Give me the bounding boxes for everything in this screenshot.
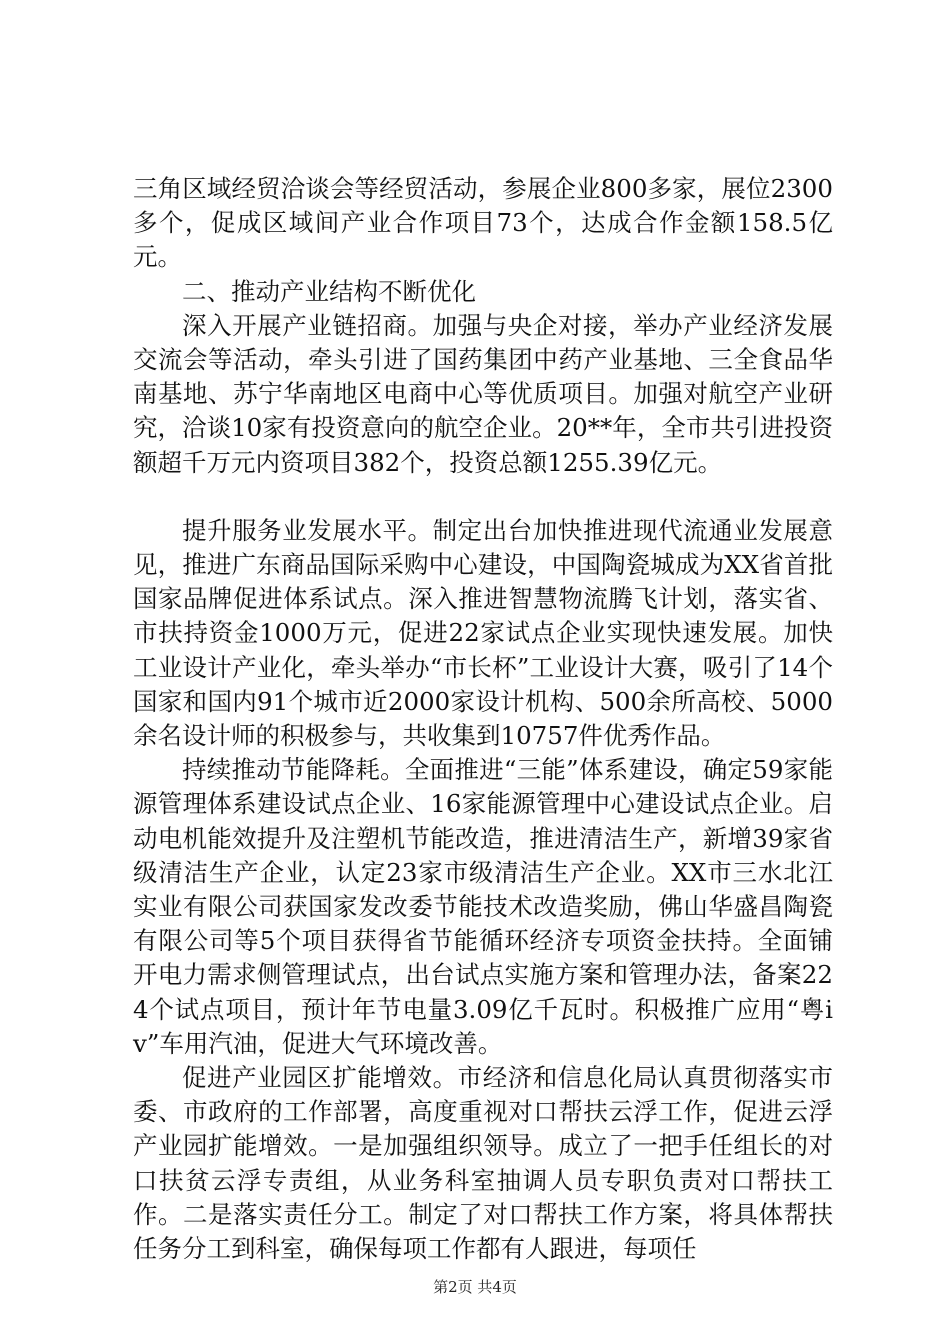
section-heading: 二、推动产业结构不断优化 [182, 276, 476, 306]
page-number-footer: 第2页 共4页 [433, 1278, 517, 1296]
paragraph-industrial-park: 促进产业园区扩能增效。市经济和信息化局认真贯彻落实市委、市政府的工作部署，高度重视对口帮扶云浮工作，促进云浮产业园扩能增效。一是加强组织领导。成立了一把手任组长的对口扶贫云浮专责组，从业务科室抽调人员专职负责对口帮扶工作。二是落实责任分工。制定了对口帮扶工作方案，将具体帮扶任务分工到科室，确保每项工作都有人跟进，每项任 [133, 1063, 833, 1264]
paragraph-service-industry: 提升服务业发展水平。制定出台加快推进现代流通业发展意见，推进广东商品国际采购中心建设，中国陶瓷城成为XX省首批国家品牌促进体系试点。深入推进智慧物流腾飞计划，落实省、市扶持资金1000万元，促进22家试点企业实现快速发展。加快工业设计产业化，牵头举办“市长杯”工业设计大赛，吸引了14个国家和国内91个城市近2000家设计机构、500余所高校、5000余名设计师的积极参与，共收集到10757件优秀作品。 [133, 515, 833, 751]
document-body [133, 172, 833, 1266]
paragraph-continuation: 三角区域经贸洽谈会等经贸活动，参展企业800多家，展位2300多个，促成区域间产业合作项目73个，达成合作金额158.5亿元。 [133, 174, 833, 272]
paragraph-industry-chain: 深入开展产业链招商。加强与央企对接，举办产业经济发展交流会等活动，牵头引进了国药集团中药产业基地、三全食品华南基地、苏宁华南地区电商中心等优质项目。加强对航空产业研究，洽谈10家有投资意向的航空企业。20**年，全市共引进投资额超千万元内资项目382个，投资总额1255.39亿元。 [133, 310, 833, 477]
paragraph-energy-saving: 持续推动节能降耗。全面推进“三能”体系建设，确定59家能源管理体系建设试点企业、16家能源管理中心建设试点企业。启动电机能效提升及注塑机节能改造，推进清洁生产，新增39家省级清洁生产企业，认定23家市级清洁生产企业。XX市三水北江实业有限公司获国家发改委节能技术改造奖励，佛山华盛昌陶瓷有限公司等5个项目获得省节能循环经济专项资金扶持。全面铺开电力需求侧管理试点，出台试点实施方案和管理办法，备案224个试点项目，预计年节电量3.09亿千瓦时。积极推广应用“粤iv”车用汽油，促进大气环境改善。 [133, 755, 833, 1058]
